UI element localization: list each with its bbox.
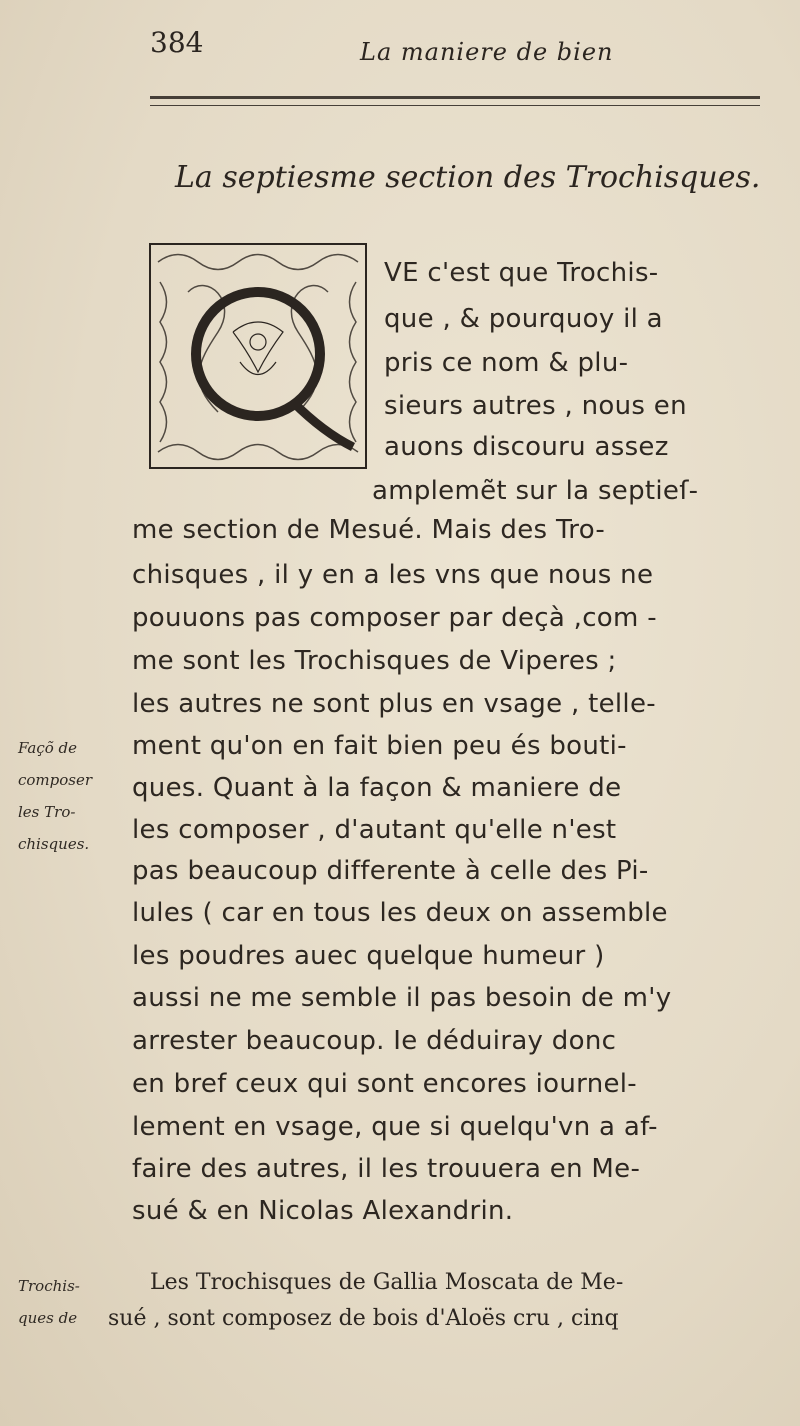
body-line: les poudres auec quelque humeur ) xyxy=(132,941,605,971)
margin-note-line: Façõ de xyxy=(18,739,78,757)
paragraph-line: sué , sont composez de bois d'Aloës cru , cinq xyxy=(108,1306,619,1331)
body-line: me section de Mesué. Mais des Tro- xyxy=(132,515,606,545)
margin-note-line: les Tro- xyxy=(18,803,76,821)
body-line: lement en vsage, que si quelqu'vn a af- xyxy=(132,1112,658,1142)
body-line: lules ( car en tous les deux on assemble xyxy=(132,898,668,928)
body-line: que , & pourquoy il a xyxy=(384,304,663,334)
body-line: pas beaucoup differente à celle des Pi- xyxy=(132,856,649,886)
body-line: chisques , il y en a les vns que nous ne xyxy=(132,560,654,590)
margin-note-line: ques de xyxy=(18,1309,78,1327)
section-title: La septiesme section des Trochisques. xyxy=(175,160,761,195)
body-line: me sont les Trochisques de Viperes ; xyxy=(132,646,617,676)
body-line: sué & en Nicolas Alexandrin. xyxy=(132,1196,514,1226)
running-title: La maniere de bien xyxy=(360,38,614,66)
ornate-initial-q-icon xyxy=(148,242,368,470)
body-line: amplemẽt sur la septieſ- xyxy=(372,476,699,506)
body-line: aussi ne me semble il pas besoin de m'y xyxy=(132,983,672,1013)
page-number: 384 xyxy=(150,26,204,59)
header-rule xyxy=(150,96,760,106)
body-line: les autres ne sont plus en vsage , telle- xyxy=(132,689,656,719)
body-line: pouuons pas composer par deçà ,com - xyxy=(132,603,657,633)
body-line: faire des autres, il les trouuera en Me- xyxy=(132,1154,641,1184)
body-line: ment qu'on en fait bien peu és bouti- xyxy=(132,731,627,761)
body-line: VE c'est que Trochis- xyxy=(384,258,659,288)
margin-note-line: composer xyxy=(18,771,93,789)
margin-note-line: Trochis- xyxy=(18,1277,80,1295)
body-line: pris ce nom & plu- xyxy=(384,348,629,378)
body-line: les composer , d'autant qu'elle n'est xyxy=(132,815,617,845)
margin-note-line: chisques. xyxy=(18,835,90,853)
body-line: auons discouru assez xyxy=(384,432,669,462)
body-line: en bref ceux qui sont encores iournel- xyxy=(132,1069,637,1099)
body-line: arrester beaucoup. Ie déduiray donc xyxy=(132,1026,617,1056)
body-line: sieurs autres , nous en xyxy=(384,391,687,421)
paragraph-line: Les Trochisques de Gallia Moscata de Me- xyxy=(150,1270,624,1295)
body-line: ques. Quant à la façon & maniere de xyxy=(132,773,622,803)
